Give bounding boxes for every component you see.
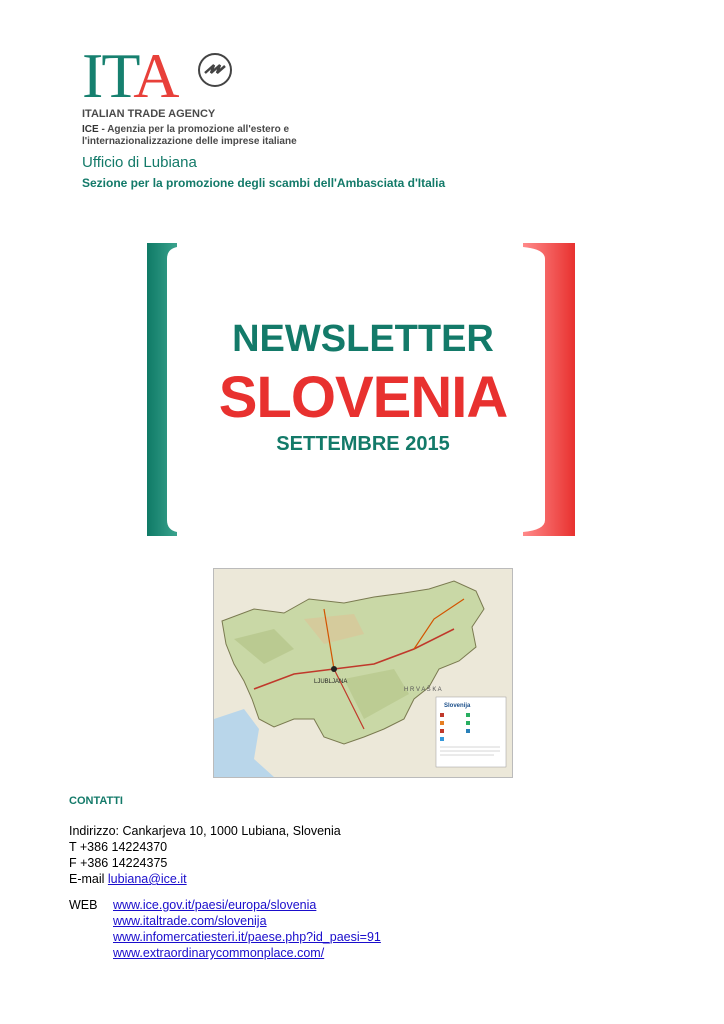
logo-desc-line1: - Agenzia per la promozione all'estero e: [98, 124, 290, 135]
ice-swoosh-icon: [197, 52, 233, 88]
logo-ice: ICE: [82, 124, 99, 135]
web-link-italtrade[interactable]: www.italtrade.com/slovenija: [113, 914, 267, 928]
web-link-extraordinary[interactable]: www.extraordinarycommonplace.com/: [113, 946, 325, 960]
section-name: Sezione per la promozione degli scambi dell'Ambasciata d'Italia: [82, 176, 446, 190]
contacts-heading: CONTATTI: [69, 795, 123, 807]
web-link-ice[interactable]: www.ice.gov.it/paesi/europa/slovenia: [113, 898, 317, 912]
ita-logo: [82, 40, 178, 111]
web-label: WEB: [69, 898, 98, 912]
contact-email-row: [69, 871, 187, 887]
office-name: Ufficio di Lubiana: [82, 154, 197, 171]
issue-date: SETTEMBRE 2015: [276, 433, 450, 455]
logo-description: [82, 124, 322, 148]
logo-desc-line2: l'internazionalizzazione delle imprese italiane: [82, 136, 297, 147]
logo-letters-it: IT: [82, 40, 134, 111]
map-label-croatia: H R V A Š K A: [404, 687, 442, 693]
map-image: [214, 569, 512, 777]
left-bracket: [147, 243, 177, 536]
logo-agency-name: ITALIAN TRADE AGENCY: [82, 108, 216, 120]
contact-phone: T +386 14224370: [69, 840, 168, 854]
slovenia-map: [213, 568, 513, 778]
newsletter-title: NEWSLETTER: [232, 318, 494, 360]
web-link-infomercati[interactable]: www.infomercatiesteri.it/paese.php?id_paesi=91: [113, 930, 381, 944]
email-link[interactable]: lubiana@ice.it: [107, 872, 187, 886]
contact-fax: F +386 14224375: [69, 856, 168, 870]
contact-address: Indirizzo: Cankarjeva 10, 1000 Lubiana, Slovenia: [69, 824, 341, 838]
map-label-capital: LJUBLJANA: [314, 679, 348, 685]
country-title: SLOVENIA: [218, 365, 508, 430]
email-label: E-mail: [69, 872, 108, 886]
map-legend-title: Slovenija: [444, 703, 471, 709]
logo-letter-a: A: [133, 40, 178, 111]
